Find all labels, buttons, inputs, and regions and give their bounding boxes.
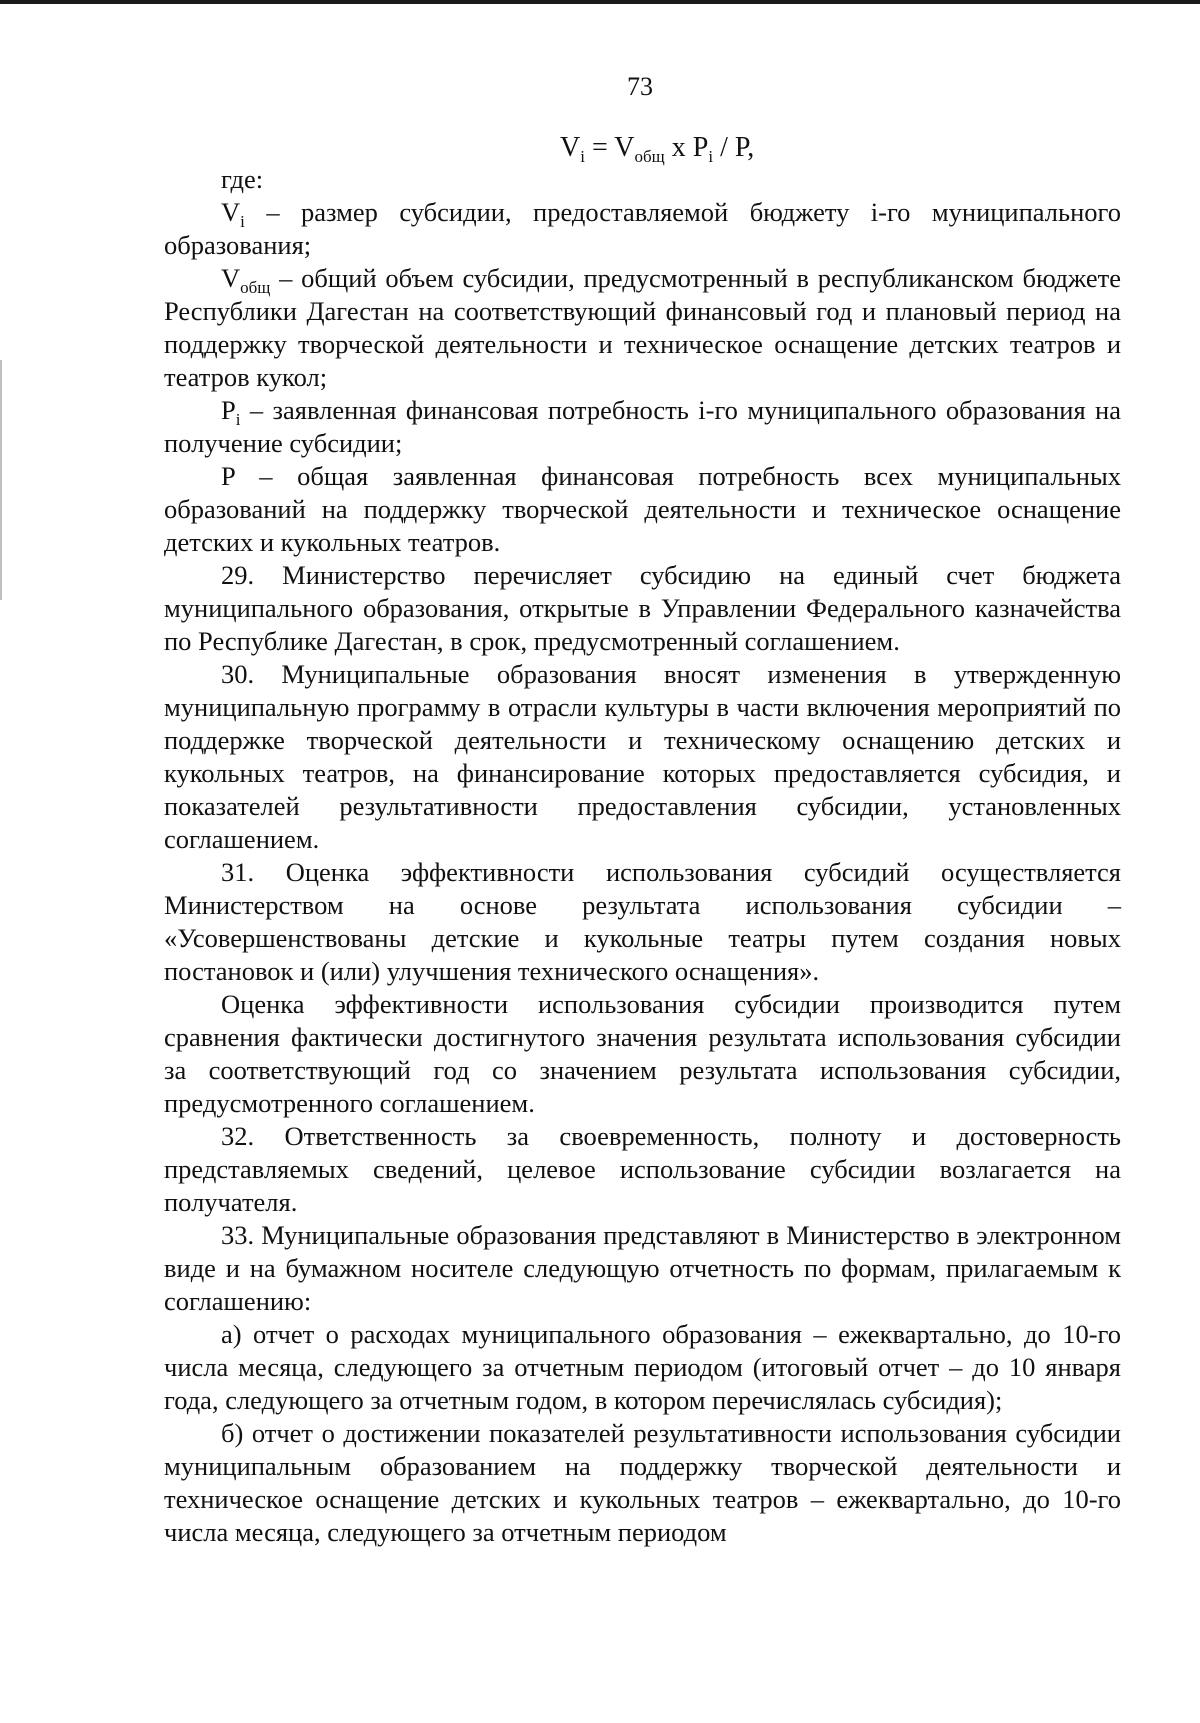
scan-top-edge bbox=[0, 0, 1200, 4]
paragraph-32: 32. Ответственность за своевременность, полноту и достоверность представляемых сведений, целевое использование субсидии возлагается на получателя. bbox=[164, 1121, 1121, 1217]
paragraph-33-a: а) отчет о расходах муниципального образования – ежеквартально, до 10-го числа месяца, следующего за отчетным периодом (итоговый отчет – до 10 января года, следующего за отчетным годом, в котором перечислялась субсидия); bbox=[164, 1319, 1121, 1415]
formula-vtot-sub: общ bbox=[634, 147, 665, 166]
subsidy-formula bbox=[560, 132, 754, 164]
formula-mult: x bbox=[664, 132, 693, 163]
vtot-symbol: V bbox=[221, 263, 241, 293]
formula-eq: = bbox=[584, 132, 615, 163]
pi-text: – заявленная финансовая потребность i-го муниципального образования на получение субсидии; bbox=[164, 395, 1121, 458]
vtot-sub: общ bbox=[240, 278, 271, 297]
paragraph-29: 29. Министерство перечисляет субсидию на единый счет бюджета муниципального образования, открытые в Управлении Федерального казначейства по Республике Дагестан, в срок, предусмотренный соглашением. bbox=[164, 560, 1121, 656]
definition-pi bbox=[164, 394, 1121, 460]
pi-sub: i bbox=[235, 410, 241, 429]
definition-vi bbox=[164, 196, 1121, 262]
vtot-text: – общий объем субсидии, предусмотренный в республиканском бюджете Республики Дагестан на соответствующий финансовый год и плановый период на поддержку творческой деятельности и техническое оснащение детских театров и театров кукол; bbox=[164, 263, 1121, 392]
scan-left-edge bbox=[0, 360, 2, 600]
vi-symbol: V bbox=[221, 197, 241, 227]
formula-v: V bbox=[560, 132, 581, 163]
formula-rest: / P, bbox=[713, 132, 755, 163]
formula-vtot: V bbox=[614, 132, 635, 163]
formula-p: P bbox=[692, 132, 709, 163]
vi-text: – размер субсидии, предоставляемой бюджету i-го муниципального образования; bbox=[164, 197, 1121, 260]
paragraph-30: 30. Муниципальные образования вносят изменения в утвержденную муниципальную программу в отрасли культуры в части включения мероприятий по поддержке творческой деятельности и техническому оснащению детских и кукольных театров, на финансирование которых предоставляется субсидия, и показателей результативности предоставления субсидии, установленных соглашением. bbox=[164, 659, 1121, 854]
vi-sub: i bbox=[240, 212, 245, 231]
definition-p: P – общая заявленная финансовая потребность всех муниципальных образований на поддержку творческой деятельности и техническое оснащение детских и кукольных театров. bbox=[164, 461, 1121, 557]
pi-symbol: P bbox=[221, 395, 236, 425]
paragraph-33: 33. Муниципальные образования представляют в Министерство в электронном виде и на бумажном носителе следующую отчетность по формам, прилагаемым к соглашению: bbox=[164, 1220, 1121, 1316]
definition-vtot bbox=[164, 262, 1121, 394]
formula-v-sub: i bbox=[580, 147, 585, 166]
paragraph-31-evaluation: Оценка эффективности использования субсидии производится путем сравнения фактически достигнутого значения результата использования субсидии за соответствующий год со значением результата использования субсидии, предусмотренного соглашением. bbox=[164, 989, 1121, 1118]
where-label: где: bbox=[221, 164, 264, 194]
paragraph-33-b: б) отчет о достижении показателей результативности использования субсидии муниципальным образованием на поддержку творческой деятельности и техническое оснащение детских и кукольных театров – ежеквартально, до 10-го числа месяца, следующего за отчетным периодом bbox=[164, 1418, 1121, 1547]
paragraph-31: 31. Оценка эффективности использования субсидий осуществляется Министерством на основе результата использования субсидии – «Усовершенствованы детские и кукольные театры путем создания новых постановок и (или) улучшения технического оснащения». bbox=[164, 857, 1121, 986]
document-body bbox=[164, 163, 1121, 1549]
page-number: 73 bbox=[627, 72, 653, 101]
formula-p-sub: i bbox=[708, 147, 714, 166]
